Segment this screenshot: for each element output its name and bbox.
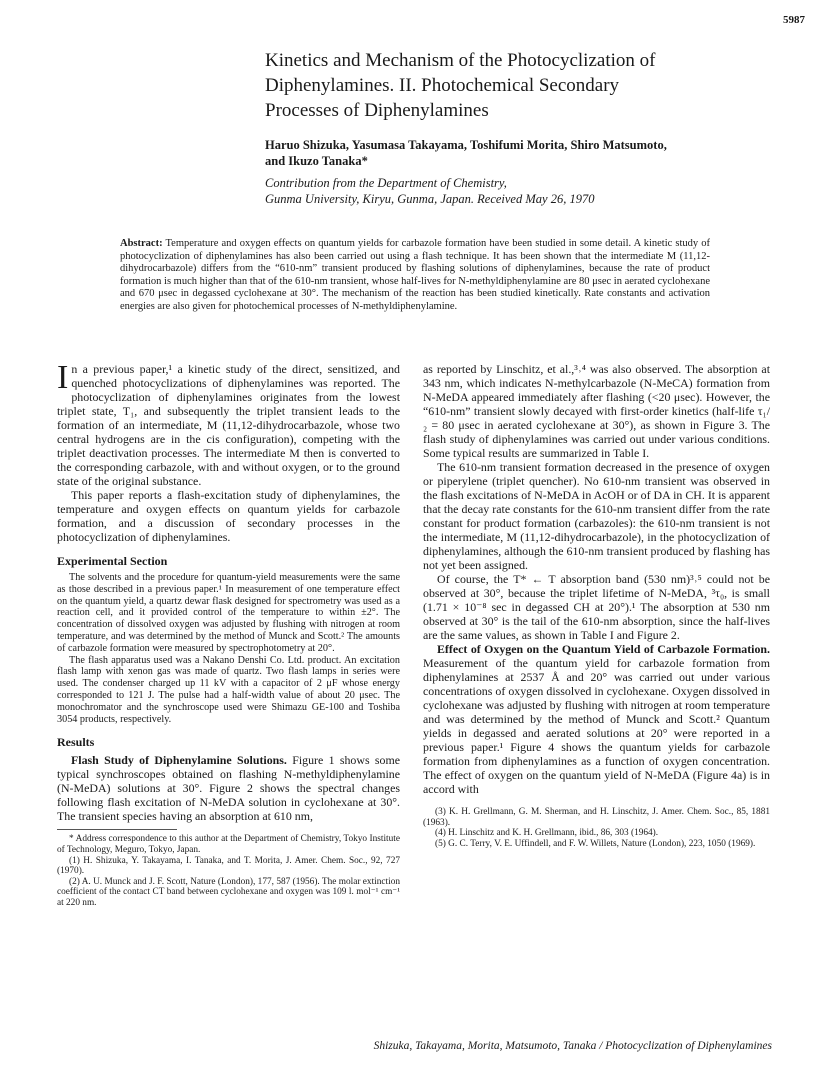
- footnote-3: (3) K. H. Grellmann, G. M. Sherman, and H. Linschitz, J. Amer. Chem. Soc., 85, 1881 (1963).: [423, 807, 770, 828]
- right-column: [423, 362, 770, 849]
- footnote-star: * Address correspondence to this author at the Department of Chemistry, Tokyo Institute of Technology, Meguro, Tokyo, Japan.: [57, 834, 400, 855]
- title-line-2: Diphenylamines. II. Photochemical Secondary: [265, 75, 620, 96]
- intro-paragraph-1-text: n a previous paper,¹ a kinetic study of the direct, sensitized, and quenched photocyclizations of diphenylamines was reported. The photocyclization of diphenylamines originates from the lowest triplet state, T₁, and subsequently the triplet transient leads to the formation of an intermediate, M (11,12-dihydrocarbazole, whose two central hydrogens are in the cis configuration), competing with the triplet deactivation processes. The intermediate M then is converted to the corresponding carbazole, with and without oxygen, or to the ground state of the original substance.: [57, 362, 400, 488]
- drop-cap: I: [57, 359, 69, 396]
- results-heading: Results: [57, 735, 95, 750]
- results-paragraph-1-text: Figure 1 shows some typical synchroscopes obtained on flashing N-methyldiphenylamine (N-MeDA) solutions at 30°. Figure 2 shows the spectral changes following flash excitation of N-MeDA solution in cyclohexane at 30°. The transient species having an absorption at 610 nm,: [57, 753, 400, 824]
- article-title: [265, 48, 785, 123]
- experimental-section: [57, 572, 400, 725]
- affiliation-line-2: Gunma University, Kiryu, Gunma, Japan. Received May 26, 1970: [265, 192, 595, 206]
- footnote-divider: [57, 829, 177, 830]
- abstract: [120, 238, 710, 314]
- right-paragraph-4-text: Measurement of the quantum yield for carbazole formation from diphenylamines at 2537 Å and 20° was carried out under various concentrations of oxygen dissolved in cyclohexane. Oxygen dissolved in cyclohexane was adjusted by flushing with nitrogen at room temperature and was determined by the method of Munck and Scott.² Quantum yields in degassed and aerated solutions at 20° were reported in a previous paper.¹ Figure 4 shows the quantum yields for carbazole formation from diphenylamines as a function of oxygen concentration. The effect of oxygen on the quantum yield of N-MeDA (Figure 4a) is in accord with: [423, 656, 770, 796]
- oxygen-effect-lead: Effect of Oxygen on the Quantum Yield of Carbazole Formation.: [437, 642, 770, 656]
- authors-line-2: and Ikuzo Tanaka*: [265, 154, 368, 168]
- results-lead: Flash Study of Diphenylamine Solutions.: [71, 753, 287, 768]
- experimental-heading: Experimental Section: [57, 554, 168, 568]
- abstract-label: Abstract:: [120, 238, 163, 249]
- right-paragraph-1: as reported by Linschitz, et al.,³˒⁴ was also observed. The absorption at 343 nm, which indicates N-methylcarbazole (N-MeCA) formation from N-MeDA appeared immediately after flashing (<20 μsec). However, the “610-nm” transient slowly decayed with first-order kinetics (half-life τ₁/₂ = 80 μsec in aerated cyclohexane at 30°), as shown in Figure 3. The flash study of diphenylamines was carried out under various conditions. Some typical results are summarized in Table I.: [423, 362, 770, 460]
- title-line-1: Kinetics and Mechanism of the Photocyclization of: [265, 50, 656, 71]
- experimental-paragraph-1: The solvents and the procedure for quantum-yield measurements were the same as those described in a previous paper.¹ In measurement of one temperature effect on the quantum yield, a quartz dewar flask designed for spectrometry was used as a reaction cell, and it provided control of the temperature to within ±2°. The concentration of dissolved oxygen was adjusted by flushing with nitrogen at room temperature, and was determined by the method of Munck and Scott.² The amounts of carbazole formation were measured by spectrophotometry at 20°.: [57, 572, 400, 654]
- affiliation: [265, 175, 785, 207]
- footnote-5: (5) G. C. Terry, V. E. Uffindell, and F. W. Willets, Nature (London), 223, 1050 (1969).: [435, 838, 756, 849]
- right-paragraph-4: [423, 642, 770, 796]
- left-footnotes: [57, 834, 400, 908]
- right-paragraph-3: Of course, the T* ← T absorption band (530 nm)³˒⁵ could not be observed at 30°, because the triplet lifetime of N-MeDA, ³τ₀, is small (1.71 × 10⁻⁸ sec in degassed CH at 20°).¹ The absorption at 530 nm observed at 30° is the tail of the 610-nm absorption, since the half-lives are the same values, as shown in Table I and Figure 2.: [423, 572, 770, 642]
- authors-line-1: Haruo Shizuka, Yasumasa Takayama, Toshifumi Morita, Shiro Matsumoto,: [265, 138, 667, 152]
- footnote-1: (1) H. Shizuka, Y. Takayama, I. Tanaka, and T. Morita, J. Amer. Chem. Soc., 92, 727 (1970).: [57, 855, 400, 877]
- intro-paragraph-2: This paper reports a flash-excitation study of diphenylamines, the temperature and oxygen effects on quantum yields for carbazole formation, and a discussion of secondary processes in the photocyclization of diphenylamines.: [57, 488, 400, 544]
- results-paragraph-1: [57, 753, 400, 823]
- intro-paragraph-1: [57, 359, 400, 488]
- footnote-2: (2) A. U. Munck and J. F. Scott, Nature (London), 177, 587 (1956). The molar extinction coefficient of the contact CT band between cyclohexane and oxygen was 109 l. mol⁻¹ cm⁻¹ at 220 nm.: [57, 876, 400, 908]
- right-footnotes: [423, 807, 770, 849]
- footnote-4: (4) H. Linschitz and K. H. Grellmann, ibid., 86, 303 (1964).: [435, 828, 659, 839]
- experimental-paragraph-2: The flash apparatus used was a Nakano Denshi Co. Ltd. product. An excitation flash lamp with xenon gas was made of quartz. Two flash lamps in series were used. The condenser charged up 11 kV with a capacitor of 2 μF whose energy corresponded to 121 J. The pulse had a half-width value of about 20 μsec. The monochromator and the synchroscope used were Shimazu GE-100 and Toshiba 3054 products, respectively.: [57, 654, 400, 725]
- right-paragraph-2: The 610-nm transient formation decreased in the presence of oxygen or piperylene (triplet quencher). No 610-nm transient was observed in the flash excitations of N-MeDA in AcOH or of DA in CH. It is apparent that the decay rate constants for the 610-nm transient differ from the rate constant for product formation (carbazoles): the 610-nm transient is not the intermediate, M (11,12-dihydrocarbazole), in the photocyclization of diphenylamines, although the 610-nm transient produced by flashing has not yet been assigned.: [423, 460, 770, 572]
- affiliation-line-1: Contribution from the Department of Chemistry,: [265, 176, 507, 190]
- abstract-text: Temperature and oxygen effects on quantum yields for carbazole formation have been studied in some detail. A kinetic study of photocyclization of diphenylamines has also been carried out using a flash technique. It has been shown that the intermediate M (11,12-dihydrocarbazole) differs from the “610-nm” transient produced by flashing solutions of diphenylamines, because the rate of product formation is much higher than that of the 610-nm transient, whose half-lives for N-methyldiphenylamine are 80 μsec in aerated cyclohexane and 670 μsec in degassed cyclohexane at 30°. The mechanism of the reaction has been studied kinetically. Rate constants and activation energies are also given for photochemical processes of N-methyldiphenylamine.: [120, 238, 710, 312]
- title-line-3: Processes of Diphenylamines: [265, 100, 489, 121]
- left-column: [57, 359, 400, 909]
- running-footer: Shizuka, Takayama, Morita, Matsumoto, Tanaka / Photocyclization of Diphenylamines: [373, 1040, 772, 1052]
- author-list: [265, 137, 785, 169]
- page-number: 5987: [783, 14, 805, 26]
